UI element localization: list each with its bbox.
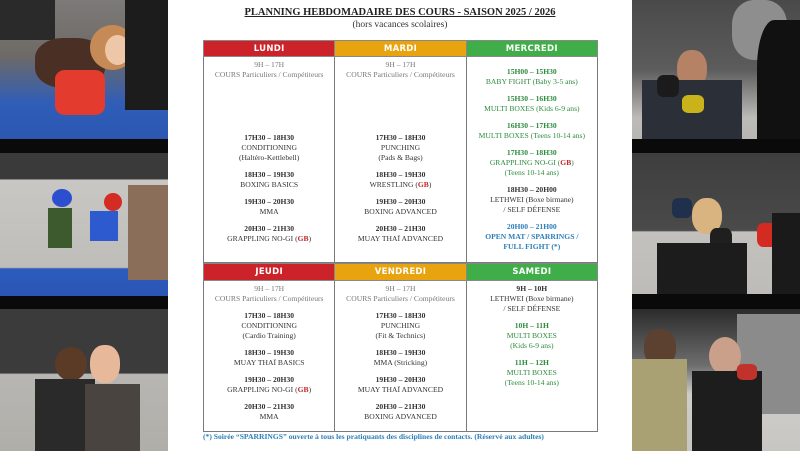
day-cell-lundi — [203, 57, 335, 263]
class-slot — [204, 170, 334, 190]
paren-close: ) — [308, 234, 312, 243]
day-header-lundi: LUNDI — [203, 40, 335, 57]
class-slot — [335, 170, 465, 190]
open-mat-slot — [467, 222, 597, 252]
slot-name: MULTI BOXES (Kids 6-9 ans) — [484, 104, 580, 113]
photo-divider — [0, 139, 168, 153]
slot-name: MUAY THAÏ BASICS — [233, 358, 305, 367]
slot-name-line — [204, 385, 334, 395]
slot-detail: (Teens 10-14 ans) — [504, 378, 559, 387]
footnote: (*) Soirée “SPARRINGS” ouverte à tous les pratiquants des disciplines de contacts. (Réservé aux adultes) — [203, 432, 544, 441]
slot-name: COURS Particuliers / Compétiteurs — [214, 294, 324, 303]
slot-name: MMA (Stricking) — [373, 358, 428, 367]
body-row-week2 — [203, 281, 598, 432]
day-cell-samedi — [467, 281, 598, 432]
slot-time: 9H – 10H — [516, 284, 548, 293]
class-slot — [204, 197, 334, 217]
slot-name: MULTI BOXES — [506, 331, 557, 340]
page-subtitle: (hors vacances scolaires) — [352, 20, 448, 30]
slot-time: 15H00 – 15H30 — [506, 67, 557, 76]
class-slot — [467, 121, 597, 141]
gb-tag: GB — [297, 385, 309, 394]
slot-name: LETHWEI (Boxe birmane) — [490, 294, 574, 303]
slot-name: GRAPPLING NO-GI ( — [227, 234, 298, 243]
slot-name: COURS Particuliers / Compétiteurs — [346, 294, 455, 303]
slot-detail: (Fit & Technics) — [375, 331, 426, 340]
slot-time: 20H30 – 21H30 — [375, 224, 426, 233]
slot-time: 15H30 – 16H30 — [506, 94, 557, 103]
class-slot — [467, 67, 597, 87]
slot-time: 18H30 – 19H30 — [244, 348, 295, 357]
private-lessons — [204, 60, 334, 80]
slot-detail: FULL FIGHT (*) — [503, 242, 561, 251]
slot-name: MULTI BOXES (Teens 10-14 ans) — [478, 131, 585, 140]
slot-time: 17H30 – 18H30 — [506, 148, 557, 157]
class-slot — [335, 348, 465, 368]
slot-time: 17H30 – 18H30 — [375, 133, 426, 142]
slot-time: 10H – 11H — [514, 321, 549, 330]
slot-detail: (Teens 10-14 ans) — [504, 168, 559, 177]
slot-name: COURS Particuliers / Compétiteurs — [346, 70, 455, 79]
class-slot — [335, 197, 465, 217]
private-lessons — [204, 284, 334, 304]
gb-tag: GB — [297, 234, 309, 243]
slot-time: 19H30 – 20H30 — [375, 197, 426, 206]
private-lessons — [335, 284, 465, 304]
class-slot — [467, 148, 597, 178]
private-lessons — [335, 60, 465, 80]
slot-name: CONDITIONING — [241, 143, 297, 152]
kids-kickboxing-photo — [0, 153, 168, 296]
class-slot — [467, 185, 597, 215]
class-slot — [467, 321, 597, 351]
slot-time: 20H30 – 21H30 — [375, 402, 426, 411]
slot-time: 17H30 – 18H30 — [244, 311, 295, 320]
slot-detail: (Haltéro-Kettlebell) — [239, 153, 300, 162]
day-header-samedi: SAMEDI — [467, 263, 598, 281]
slot-detail: (Cardio Training) — [242, 331, 296, 340]
class-slot — [467, 358, 597, 388]
header-row-week1 — [203, 40, 598, 57]
day-header-mercredi: MERCREDI — [467, 40, 598, 57]
class-slot — [204, 311, 334, 341]
class-slot — [204, 375, 334, 395]
paren-close: ) — [308, 385, 312, 394]
slot-name: BOXING ADVANCED — [364, 207, 437, 216]
slot-name-line — [467, 158, 597, 168]
slot-time: 17H30 – 18H30 — [244, 133, 295, 142]
slot-name: MUAY THAÏ ADVANCED — [357, 234, 444, 243]
gb-tag: GB — [417, 180, 429, 189]
slot-name: OPEN MAT / SPARRINGS / — [485, 232, 579, 241]
class-slot — [335, 375, 465, 395]
teens-clinch-photo — [0, 309, 168, 451]
man-guard-stance-photo — [632, 0, 800, 139]
slot-name: CONDITIONING — [241, 321, 297, 330]
slot-detail: (Kids 6-9 ans) — [510, 341, 554, 350]
slot-name: BOXING ADVANCED — [364, 412, 437, 421]
day-cell-mardi — [335, 57, 466, 263]
slot-time: 18H30 – 20H00 — [506, 185, 557, 194]
paren-close: ) — [571, 158, 574, 167]
slot-name: MULTI BOXES — [506, 368, 557, 377]
class-slot — [335, 133, 465, 163]
photo-divider — [0, 296, 168, 309]
slot-time: 9H – 17H — [385, 284, 416, 293]
class-slot — [204, 133, 334, 163]
slot-time: 20H30 – 21H30 — [244, 402, 295, 411]
class-slot — [204, 348, 334, 368]
slot-time: 18H30 – 19H30 — [375, 348, 426, 357]
slot-time: 20H30 – 21H30 — [244, 224, 295, 233]
day-header-mardi: MARDI — [335, 40, 466, 57]
slot-time: 18H30 – 19H30 — [375, 170, 426, 179]
slot-name: PUNCHING — [380, 143, 421, 152]
slot-time: 17H30 – 18H30 — [375, 311, 426, 320]
slot-time: 19H30 – 20H30 — [375, 375, 426, 384]
slot-name-line — [204, 234, 334, 244]
day-header-jeudi: JEUDI — [203, 263, 335, 281]
slot-name: MUAY THAÏ ADVANCED — [357, 385, 444, 394]
day-cell-jeudi — [203, 281, 335, 432]
slot-time: 9H – 17H — [254, 60, 285, 69]
class-slot — [467, 284, 597, 314]
slot-name: COURS Particuliers / Compétiteurs — [214, 70, 324, 79]
header-row-week2 — [203, 263, 598, 281]
class-slot — [335, 402, 465, 422]
body-row-week1 — [203, 57, 598, 263]
slot-detail: (Pads & Bags) — [378, 153, 423, 162]
day-cell-vendredi — [335, 281, 466, 432]
slot-name: BOXING BASICS — [240, 180, 299, 189]
slot-time: 19H30 – 20H30 — [244, 197, 295, 206]
slot-time: 9H – 17H — [254, 284, 285, 293]
paren-close: ) — [428, 180, 432, 189]
slot-name: GRAPPLING NO-GI ( — [489, 158, 561, 167]
class-slot — [204, 402, 334, 422]
class-slot — [204, 224, 334, 244]
slot-time: 18H30 – 19H30 — [244, 170, 295, 179]
slot-name: LETHWEI (Boxe birmane) — [490, 195, 574, 204]
men-self-defense-photo — [632, 309, 800, 451]
slot-name: WRESTLING ( — [369, 180, 418, 189]
slot-name: BABY FIGHT (Baby 3-5 ans) — [485, 77, 578, 86]
slot-detail: / SELF DÉFENSE — [503, 304, 561, 313]
slot-name: PUNCHING — [380, 321, 421, 330]
photo-divider — [632, 139, 800, 153]
schedule-table — [203, 40, 598, 432]
slot-name: MMA — [259, 207, 279, 216]
day-header-vendredi: VENDREDI — [335, 263, 466, 281]
slot-time: 16H30 – 17H30 — [506, 121, 557, 130]
day-cell-mercredi — [467, 57, 598, 263]
slot-time: 20H00 – 21H00 — [506, 222, 557, 231]
class-slot — [335, 311, 465, 341]
page-title: PLANNING HEBDOMADAIRE DES COURS - SAISON 2025 / 2026 — [244, 7, 556, 18]
gb-tag: GB — [560, 158, 572, 167]
woman-mma-gloves-photo — [632, 153, 800, 294]
photo-divider — [632, 294, 800, 309]
slot-name: GRAPPLING NO-GI ( — [227, 385, 298, 394]
kids-grappling-photo — [0, 0, 168, 139]
slot-time: 11H – 12H — [514, 358, 549, 367]
slot-name: MMA — [259, 412, 279, 421]
slot-time: 9H – 17H — [385, 60, 416, 69]
slot-time: 19H30 – 20H30 — [244, 375, 295, 384]
class-slot — [467, 94, 597, 114]
class-slot — [335, 224, 465, 244]
slot-name-line — [335, 180, 465, 190]
slot-detail: / SELF DÉFENSE — [503, 205, 561, 214]
